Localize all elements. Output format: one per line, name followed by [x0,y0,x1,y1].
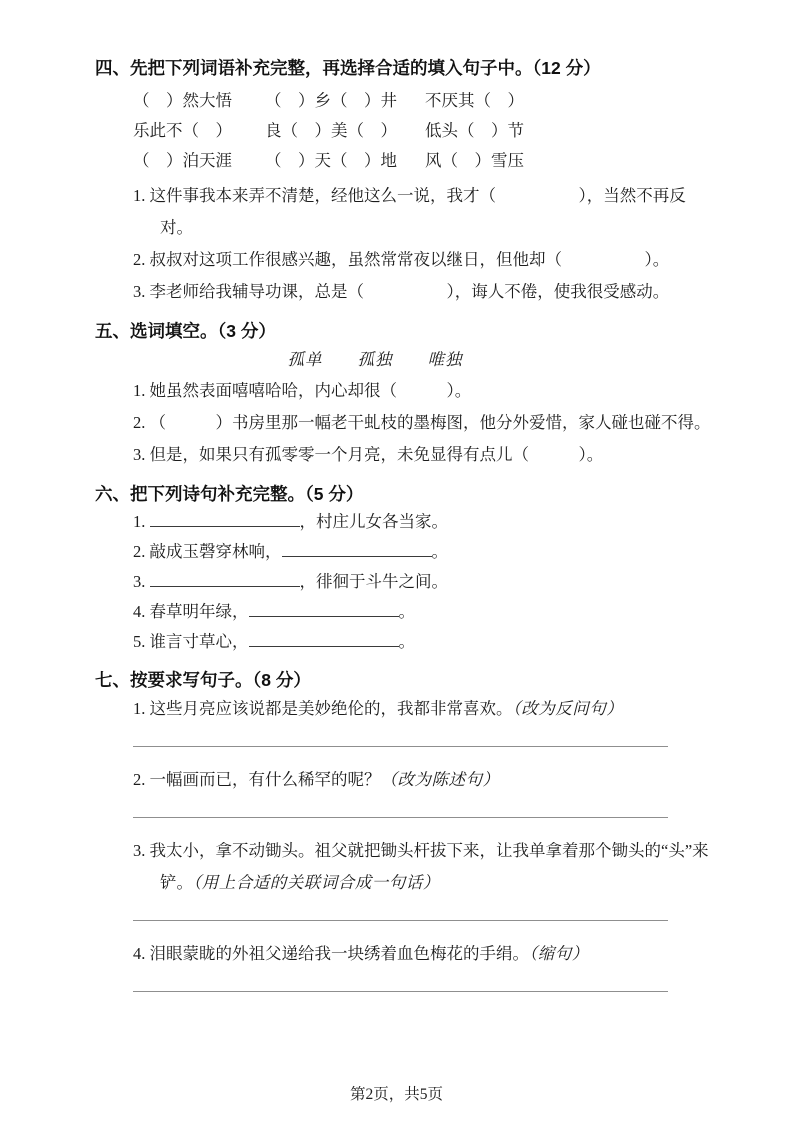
word-grid-row [133,116,715,146]
word-blank-item: （ ）泊天涯 [133,151,232,170]
poem-line [133,627,715,657]
word-blank-item: 风（ ）雪压 [425,151,524,170]
section-7-heading: 七、按要求写句子。（8 分） [95,670,311,690]
poem-line-end: 。 [398,632,415,651]
word-blank-item: （ ）然大悟 [133,91,232,110]
sentence-text: 1. 这些月亮应该说都是美妙绝伦的，我都非常喜欢。 [133,699,513,718]
answer-blank [249,602,399,617]
writing-answer-line [133,746,668,747]
word-bank: 孤单 孤独 唯独 [287,350,463,369]
rewrite-sentence [133,938,715,970]
section-word-choice [95,318,715,471]
rewrite-instruction: （缩句） [529,944,589,963]
sentence-text: 4. 泪眼蒙眬的外祖父递给我一块绣着血色梅花的手绢。 [133,944,529,963]
section-poem-completion [95,481,715,657]
word-grid-row [133,86,715,116]
word-blank-item: 不厌其（ ） [425,91,524,110]
poem-line-start: 2. 敲成玉磬穿林响， [133,542,282,561]
poem-line-start: 3. [133,572,150,591]
section-5-heading: 五、选词填空。（3 分） [95,321,276,341]
fill-in-sentence: 1. 她虽然表面嘻嘻哈哈，内心却很（ ）。 [133,381,472,400]
word-blank-item: 低头（ ）节 [425,121,524,140]
word-blank-item: （ ）天（ ）地 [265,151,397,170]
writing-answer-line [133,817,668,818]
poem-line-start: 5. 谁言寸草心， [133,632,249,651]
answer-blank [282,542,432,557]
poem-line-start: 1. [133,512,150,531]
fill-in-sentence: 3. 李老师给我辅导功课，总是（ ），诲人不倦，使我很受感动。 [133,282,670,301]
section-sentence-writing [95,667,715,992]
answer-blank [249,632,399,647]
poem-line [133,597,715,627]
rewrite-sentence [133,764,715,796]
word-completion-grid [133,86,715,176]
sentence-text: 2. 一幅画而已，有什么稀罕的呢？ [133,770,381,789]
word-blank-item: （ ）乡（ ）井 [265,91,397,110]
poem-line-end: 。 [398,602,415,621]
rewrite-sentence [133,693,715,725]
word-blank-item: 乐此不（ ） [133,121,232,140]
section-4-heading: 四、先把下列词语补充完整，再选择合适的填入句子中。（12 分） [95,58,601,78]
fill-in-sentence: 3. 但是，如果只有孤零零一个月亮，未免显得有点儿（ ）。 [133,445,604,464]
writing-answer-line [133,920,668,921]
rewrite-sentence [133,835,715,899]
poem-line-end: 。 [431,542,448,561]
rewrite-instruction: （用上合适的关联词合成一句话） [193,873,440,892]
writing-answer-line [133,991,668,992]
poem-line-end: ，村庄儿女各当家。 [299,512,448,531]
word-blank-item: 良（ ）美（ ） [265,121,397,140]
word-grid-row [133,146,715,176]
section-6-heading: 六、把下列诗句补充完整。（5 分） [95,484,364,504]
sentence-text: 3. 我太小，拿不动锄头。祖父就把锄头杆拔下来，让我单拿着那个锄头的“头”来铲。 [133,841,709,892]
poem-line-end: ，徘徊于斗牛之间。 [299,572,448,591]
rewrite-instruction: （改为反问句） [512,699,624,718]
poem-line-start: 4. 春草明年绿， [133,602,249,621]
poem-line [133,567,715,597]
answer-blank [150,572,300,587]
rewrite-instruction: （改为陈述句） [380,770,500,789]
answer-blank [150,512,300,527]
fill-in-sentence: 2. （ ）书房里那一幅老干虬枝的墨梅图，他分外爱惜，家人碰也碰不得。 [133,413,711,432]
poem-line [133,537,715,567]
section-word-completion [95,55,715,308]
fill-in-sentence: 2. 叔叔对这项工作很感兴趣，虽然常常夜以继日，但他却（ ）。 [133,250,670,269]
poem-line [133,507,715,537]
fill-in-sentence: 1. 这件事我本来弄不清楚，经他这么一说，我才（ ），当然不再反对。 [133,186,686,237]
page-footer: 第2页，共5页 [349,1086,443,1103]
